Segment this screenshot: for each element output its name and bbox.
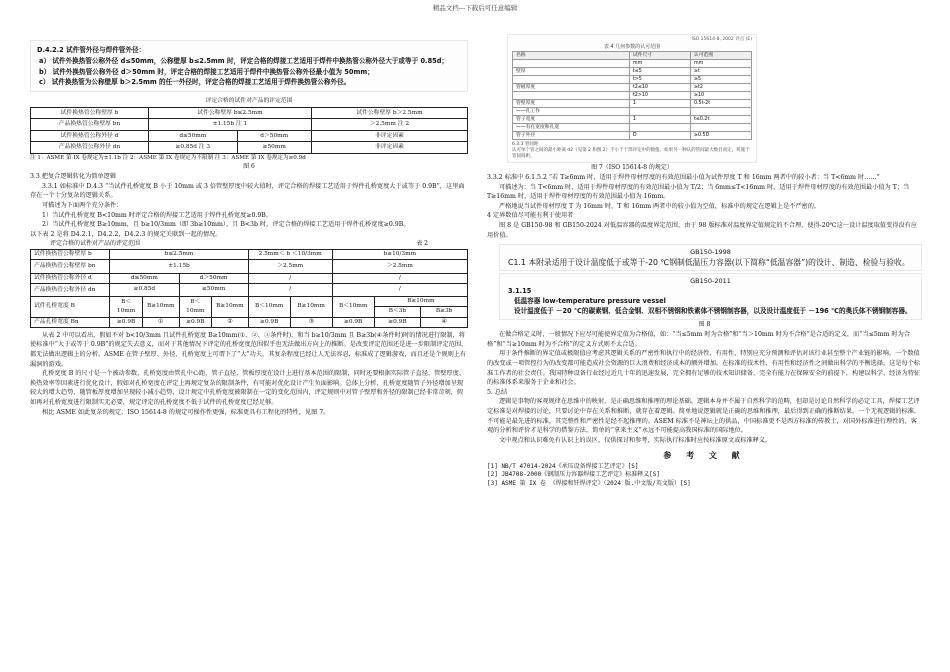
table-row: t>5 ≥5 [513,76,752,84]
snapshot-note-heading: 6.3.3 管间距 [512,142,539,147]
table-row: 试件换热管公称壁厚 b b≤2.5mm 2.5mm＜ b ＜10/3mm b≥10/3mm [31,250,468,260]
snapshot-table-title: 表 4 几何参数的认可范围 [603,44,661,50]
gb150-1998-snapshot [499,244,922,271]
table-row: 试件换热管公称外径 d d≤50mm d＞50mm / / [31,273,468,283]
table-row: ——孔工作 [513,108,752,116]
table-caption: 评定合格的试件对产品的评定范围 [50,240,141,248]
table-row: 产品换热管公称壁厚 bn ±1.15b 注 1 ＞2.5mm 注 2 [31,119,468,131]
clause-item-a: a） 试件外换热管公称外径 d≤50mm，公称壁厚 b≤2.5mm 时，评定合格的焊接工艺适用于焊件中换热管公称外径大于或等于 0.85d； [39,56,449,65]
table-row: 产品换热管公称壁厚 bn ±1.15b ＞2.5mm ＞2.5mm [31,260,468,273]
snapshot-label: GB150-1998 [690,248,731,257]
paragraph: 在做合格定义时，一般情况下应尽可能使界定值为合格值，如：“当≤5mm 时为合格”和“当＞10mm 时为不合格”是合适的定义，而“当≤5mm 时为合格”和“当≥10mm 时为不合格”的定义方式则不太合适。 [487,331,910,348]
paragraph: 相比 ASME 如此复杂的规定，ISO 15614-8 的规定可操作性更强，标准更具有工程化的特性，见图 7。 [42,408,330,416]
snapshot-text: C1.1 本附录适用于设计温度低于或等于-20 ℃钢制低温压力容器(以下简称“低温容器”)的设计、制造、检验与验收。 [508,258,910,268]
figure-caption: 图 8 [698,321,711,329]
table-row: 管壁厚度 1 0.5t-2t [513,100,752,108]
table-fig6 [30,96,468,154]
clause-number: 3.1.15 [508,287,532,296]
table-row: ——有孔宽度和孔宽 [513,124,752,132]
table-row: 产品换热管公称外径 dn ≥0.85d ≥50mm / / [31,283,468,296]
right-column [487,34,922,488]
section-heading: 4 定界数值尽可能有利于使用者 [487,212,574,220]
clause-item-b: b） 试件外换热管公称外径 d＞50mm 时，评定合格的焊接工艺适用于焊件中换热管公称外径最小值为 50mm； [39,67,374,76]
table-row: 壁厚 t≤5 ≥t [513,68,752,76]
paragraph: 可描述为下面两个充分条件： [42,202,123,210]
term-heading: 低温容器 low-temperature pressure vessel [514,297,666,306]
paragraph: 可描述为：当 T<6mm 时，适用于焊件母材厚度的有效范围最小值为 T/2；当 6mm≤T<16mm 时，适用于焊件母材厚度的有效范围最小值为 T；当 T≥16mm 时，适用于焊件母材厚度的有效范围最小值为 16mm。 [487,183,910,201]
clause-title: D.4.2.2 试件管外径与焊件管外径： [37,46,146,54]
references-heading: 参 考 文 献 [663,450,746,461]
gb150-2011-snapshot [499,273,922,320]
table-row: 产品换热管公称外径 dn ≥0.85d 注 3 ≥50mm 非评定因素 [31,142,468,154]
reference-item: [1] NB/T 47014-2024《承压设备焊接工艺评定》[S] [487,462,639,470]
paragraph: 从表 2 中可以看出，假如不对 b<10/3mm 且试件孔桥宽度 B≥10mm(①、②、③条件时)，和当 b≥10/3mm 且 B≥3b(④条件时)时的情况进行限制，将使标准中“大于或等于 0.9B”的规定失去意义，而对于其他情况下评定的孔桥宽度范围似乎也无法做出方向上的推断。是改变评定范围还是进一步限制评定范围，都无法做出逻辑上的分析。ASME 在管子壁厚、外径、孔桥宽度上可谓下了“大”功夫，其复杂程度已经让人无法容忍，标准成了逻辑游戏，而且还是个规则上有漏洞的游戏。 [30,331,468,368]
iso-table [512,51,752,140]
table-caption: 评定合格的试件对产品的评定范围 [31,96,468,107]
snapshot-text: 设计温度低于 －20 ℃的碳素钢、低合金钢、双相不锈钢和铁素体不锈钢制容器，以及设计温度低于 －196 ℃的奥氏体不锈钢制容器。 [514,307,912,316]
section-heading: 5. 总结 [487,388,508,396]
table-row: 管板厚度 t2≤10 ≥t2 [513,84,752,92]
table-row: 产品孔桥宽度 Bn ≥0.9B ① ≥0.9B ② ≥0.9B ③ ≥0.9B ≥0.9B ④ [31,317,468,327]
table-row: 管子外径 D ≥0.5D [513,132,752,140]
paragraph: 3.3.2 标准中 6.1.5.2 “若 T≥6mm 时，适用于焊件母材厚度的有效范围最小值为试件厚度 T 和 16mm 两者中的较小者：当 T<6mm 时……” [487,174,880,181]
table-note: 注 1：ASME 第 IX 卷规定为±1.1b 注 2：ASME 第 IX 卷规定为不限制 注 3：ASME 第 IX 卷规定为≥0.9d [30,154,306,161]
snapshot-note: 认可单个管之间的最小距离 d2（见第 2 和图 2）不小于于焊评定中的数值。如果另一种认的管间最大数目而定，将施于管间间距。 [512,148,750,159]
snapshot-label: GB150-2011 [690,277,731,286]
table-row: B＜3b B≥3b [31,307,468,317]
reference-item: [2] JB4708-2000《钢制压力容器焊接工艺评定》标准释义[S] [487,471,661,479]
reference-item: [3] ASME 第 IX 卷 《焊接和钎焊评定》（2024 版.中文版/英文版）[S] [487,479,691,487]
header-watermark: 精品文档---下载后可任意编辑 [432,4,518,12]
figure-caption: 图 6 [243,163,255,171]
scanned-clause-d422 [30,40,468,92]
figure-caption: 图 7（ISO 15614-8 的规定） [591,164,673,171]
section-heading: 3.3 把复合逻辑转化为简单逻辑 [30,173,117,181]
iso-table-snapshot [507,34,757,163]
table-label: 表 2 [416,240,428,248]
condition-2: 2）当试件孔桥宽度 B≥10mm，且 b≥10/3mm（即 3b≥10mm），且 B<3b 时，评定合格的焊接工艺适用于焊件孔桥宽度≥0.9B。 [42,221,410,229]
table-row: t2>10 ≥10 [513,92,752,100]
clause-item-c: c） 试件换热管为公称壁厚 b＞2.5mm 的任一外径时，评定合格的焊接工艺适用于焊件换热管公称外径。 [39,78,351,87]
paragraph: 3.3.1 如标准中 D.4.3 “当试件孔桥宽度 B 小于 10mm 或 3 倍管壁厚度中较大值时，评定合格的焊接工艺适用于焊件孔桥宽度大于或等于 0.9B”，这里面存在一个十分复杂的逻辑关系。 [30,182,465,200]
paragraph: 用于条件推断的界定值或极限值应考虑其逻辑关系的严密性和执行中的经济性，有用性，特别应充分预测和评估对该行业甚至整个产业链的影响。一个数值的改变或一项管控行为的改变都可能造成社会资源的巨大浪费和经济成本的额外增加。在标准的技术性、有用性和经济性之间做出科学的平衡选择，这是每个标准工作者的社会责任。我国特种设备行业经过近几十年的迅速发展，完全拥有足够的技术知识储备，完全有能力在保障安全的前提下，构建以科学、经济为特征的标准体系来服务于企业和社会。 [487,350,921,387]
table-row: 试件换热管公称外径 d d≤50mm d＞50mm 非评定因素 [31,130,468,142]
table-row: 管子宽度 1 t≤0.2t [513,116,752,124]
table2-title [30,239,468,249]
paragraph: 文中观点和认识难免有认识上的误区，仅供探讨和参考，实际执行标准时应按标准原文或标准释义。 [499,436,772,444]
paragraph: 以下表 2 是将 D4.2.1，D4.2.2，D4.2.3 的规定关联到一起的情况。 [30,230,222,238]
table-2 [30,249,468,328]
table-row: 试件换热管公称壁厚 b 试件公称壁厚 b≤2.5mm 试件公称壁厚 b＞2.5mm [31,107,468,119]
condition-1: 1）当试件孔桥宽度 B<10mm 时评定合格的焊接工艺适用于焊件孔桥宽度≥0.9B。 [42,211,273,219]
paragraph: 孔桥宽度 B 的尺寸是一个被动参数，孔桥宽度由管孔中心距，管子直径、管板厚度在设计上进行基本范围的限制，同时还要根据实际管子直径、管壁厚度、换热效率等因素进行优化设计，假如对孔桥宽度在评定上再规定复杂的限制条件，有可能对优化设计产生负面影响。总体上分析，孔桥宽度随管子外径增加呈现较大的增大趋势，随管板厚度增加呈现较小减小趋势，设计规定中孔桥宽度被限制在一定的变化范围内，评定规则中对管子壁厚和外径的限制已经非常苛刻，假如再对孔桥宽度进行限制实无必要，规定评定的孔桥宽度不低于试件的孔桥宽度已经足够。 [30,370,466,407]
snapshot-header: ISO 15614-8, 2002 评点 (E) [691,37,752,42]
table-row: 试件孔桥宽度 B B＜10mm B≥10mm B＜10mm B≥10mm B＜10mm B≥10mm B＜10mm B≥10mm [31,297,468,307]
table-row: mm mm [513,60,752,68]
paragraph: 逻辑是事物的客观规律在思维中的映射，是正确思维和推理的理论基础。逻辑本身并不属于自然科学的范畴，但却是讨论自然科学的必定工具，焊接工艺评定标准是对焊接的讨论，只要讨论中存在关系和推断，就存在着逻辑。简单地说逻辑就是正确的思维和推理，最后得到正确的推断结果。一个无视逻辑的标准，不可能是最先进的标准，其完整性和严密性是经不起推理的。ASEM 标准不是神坛上的供品，中国标准更不是西方标准的传教士，对国外标准进行理性的、客观的分析和评价才是科学的借鉴方法，简单的“拿来主义”永远不可能提高我国标准的国际地位。 [487,398,921,435]
table-row: 名称 试件尺寸 认可范围 [513,52,752,60]
paragraph: 图 8 是 GB150-98 和 GB150-2024 对低温容器的温度界定范围，由于 98 版标准对温度界定值规定的不合理，使得-20℃这一设计温度取值变得没有应用价值。 [487,221,918,239]
paragraph: 严格地说当试件母材厚度 T 为 16mm 时，T 和 16mm 两者中的较小值为空值，标准中的规定在逻辑上是不严密的。 [499,202,821,210]
left-column [30,40,468,417]
